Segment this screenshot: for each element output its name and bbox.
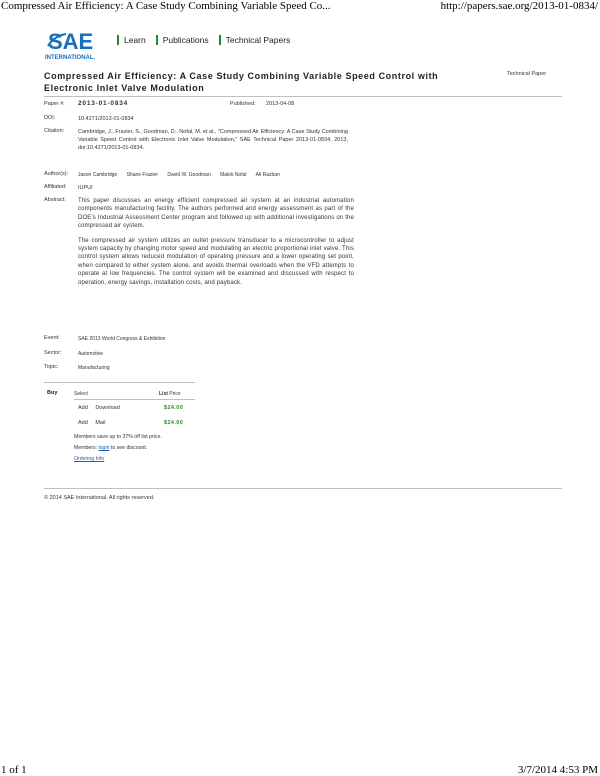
ordering-info-link[interactable]: Ordering Info	[74, 456, 105, 462]
author-name[interactable]: Ali Razban	[255, 172, 280, 178]
nav-bar-icon	[219, 35, 221, 45]
abstract-text	[78, 197, 354, 293]
author-name[interactable]: Shane Frazier	[126, 172, 158, 178]
page-title: Compressed Air Efficiency: A Case Study Combining Variable Speed Control with Electronic Inlet Valve Modulation	[44, 71, 439, 93]
print-header-url: http://papers.sae.org/2013-01-0834/	[440, 0, 598, 12]
logo-subtext: INTERNATIONAL.	[45, 55, 96, 61]
buy-divider	[74, 399, 195, 400]
event-label: Event:	[44, 335, 60, 341]
price-header-label: Price	[169, 391, 181, 397]
add-download-button[interactable]: Add	[78, 405, 88, 411]
members-save-note: Members save up to 37% off list price.	[74, 434, 162, 440]
download-price: $24.00	[164, 405, 184, 411]
nav-bar-icon	[156, 35, 158, 45]
abstract-paragraph: The compressed air system utilizes an outlet pressure transducer to a microcontroller to adjust system capacity by changing motor speed and modulating an electric proportional inlet valve. This control system allows reduced modulation of operating pressure and a lower operating set point, when compared to either system alone, and avoids thermal overloads when the VFD attempts to operate at low frequencies. The control system will be examined and discussed with respect to operation, energy savings, installation costs, and payback.	[78, 237, 354, 286]
mail-price: $24.00	[164, 420, 184, 426]
nav-technical-papers[interactable]	[219, 35, 291, 45]
published-label: Published:	[230, 101, 256, 107]
citation-value: Cambridge, J., Frazier, S., Goodman, D., Nofal, M. et al., "Compressed Air Efficiency: A Case Study Combining Variable Speed Control with Electronic Inlet Valve Modulation," SAE Technical Paper 2013-01-0834, 2013, doi:10.4271/2013-01-0834.	[78, 129, 348, 151]
topic-value[interactable]: Manufacturing	[78, 365, 110, 371]
sae-logo[interactable]	[44, 22, 100, 62]
author-name[interactable]: Malek Nofal	[220, 172, 247, 178]
event-value[interactable]: SAE 2013 World Congress & Exhibition	[78, 336, 166, 342]
print-footer-datetime: 3/7/2014 4:53 PM	[517, 764, 598, 776]
sector-value[interactable]: Automotive	[78, 351, 104, 357]
paper-number: 2013-01-0834	[78, 100, 129, 107]
author-name[interactable]: David W. Goodman	[167, 172, 211, 178]
members-suffix: to see discount.	[109, 445, 148, 451]
citation-label: Citation:	[44, 128, 65, 134]
price-header	[159, 391, 181, 397]
divider	[44, 96, 562, 97]
buy-label: Buy	[47, 390, 58, 396]
option-mail	[78, 420, 105, 426]
nav-publications[interactable]	[156, 35, 209, 45]
option-download	[78, 405, 120, 411]
print-footer-page: 1 of 1	[1, 764, 27, 776]
nav-learn[interactable]	[117, 35, 146, 45]
affiliated-value: IUPUI	[78, 185, 93, 191]
sector-label: Sector:	[44, 350, 62, 356]
nav-technical-papers-label: Technical Papers	[225, 35, 291, 45]
paper-number-row	[44, 101, 344, 111]
add-mail-button[interactable]: Add	[78, 420, 88, 426]
login-link[interactable]: login	[98, 445, 110, 451]
author-name[interactable]: Jason Cambridge	[78, 172, 118, 178]
members-prefix: Members:	[74, 445, 99, 451]
nav-publications-label: Publications	[162, 35, 209, 45]
copyright: © 2014 SAE International. All rights reserved.	[44, 495, 155, 501]
option-name: Mail	[95, 420, 106, 426]
paper-number-label: Paper #:	[44, 101, 65, 107]
abstract-label: Abstract:	[44, 197, 66, 203]
authors-list	[78, 171, 368, 179]
members-login-note	[74, 445, 147, 451]
authors-label: Author(s):	[44, 171, 69, 177]
print-header-title: Compressed Air Efficiency: A Case Study Combining Variable Speed Co...	[1, 0, 331, 12]
abstract-paragraph: This paper discusses an energy efficient compressed air system at an industrial automation components manufacturing facility. The authors performed and energy assessment as part of the DOE's Industrial Assessment Center program and followed up with additional investigations on the compressed air system.	[78, 198, 354, 230]
footer-divider	[44, 488, 562, 489]
affiliated-label: Affiliated:	[44, 184, 67, 190]
published-date: 2013-04-08	[266, 101, 295, 107]
nav-bar-icon	[117, 35, 119, 45]
doi-label: DOI:	[44, 115, 56, 121]
list-header: List	[159, 391, 168, 397]
select-header: Select	[74, 391, 88, 397]
buy-divider	[44, 382, 195, 383]
nav-learn-label: Learn	[124, 35, 146, 45]
logo-text: SAE	[48, 29, 94, 54]
option-name: Download	[95, 405, 120, 411]
doi-value: 10.4271/2013-01-0834	[78, 116, 134, 122]
topic-label: Topic:	[44, 364, 59, 370]
paper-type: Technical Paper	[507, 71, 547, 77]
ordering-info-note	[74, 456, 104, 462]
top-nav	[117, 35, 300, 45]
